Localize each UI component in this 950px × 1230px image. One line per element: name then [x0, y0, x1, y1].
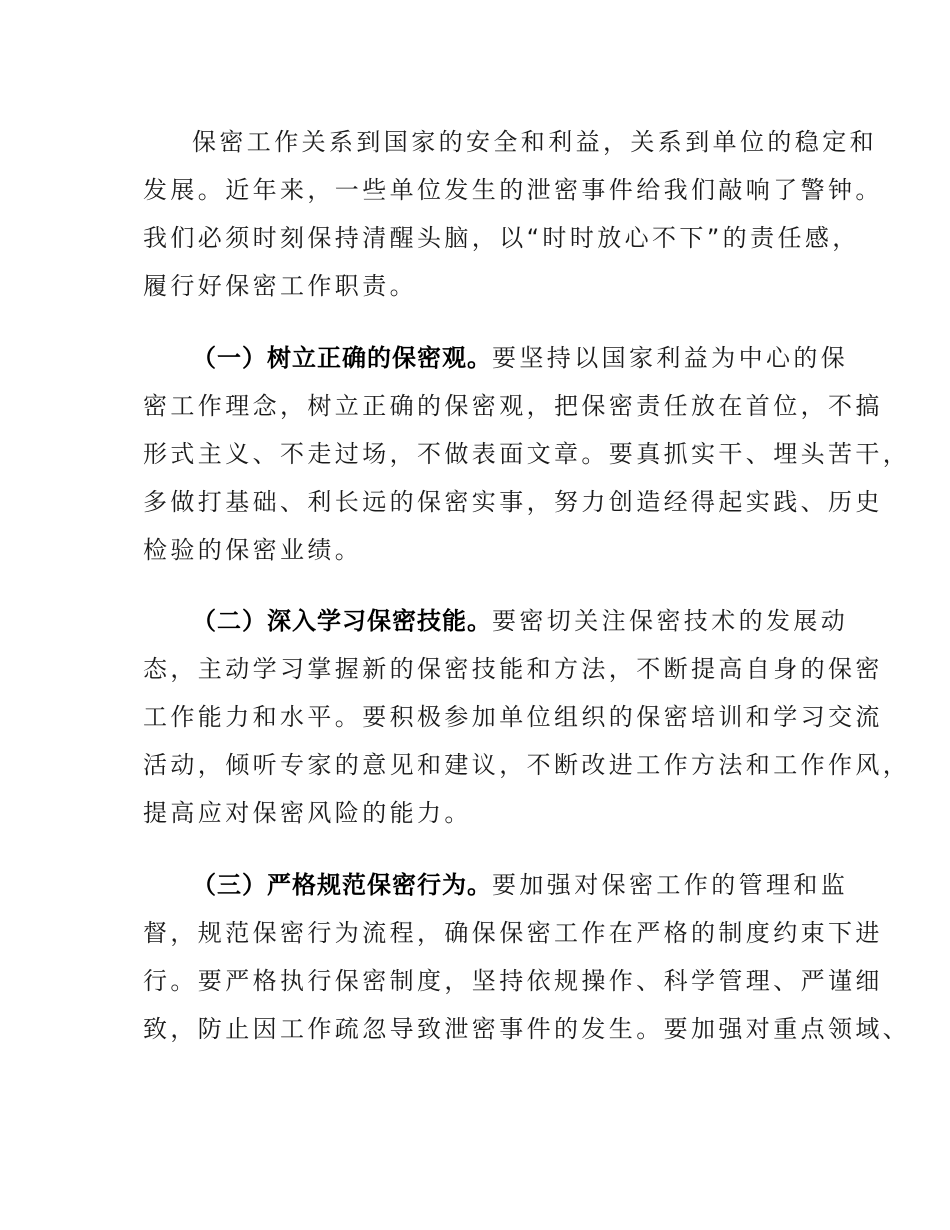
paragraph-2-line-5: 检验的保密业绩。	[143, 536, 363, 564]
paragraph-2-line-3: 形式主义、不走过场，不做表面文章。要真抓实干、埋头苦干，	[143, 440, 911, 468]
paragraph-3-line-5: 提高应对保密风险的能力。	[143, 799, 472, 827]
paragraph-1-line-4: 履行好保密工作职责。	[143, 272, 417, 300]
paragraph-4-line-4: 致，防止因工作疏忽导致泄密事件的发生。要加强对重点领域、	[143, 1015, 911, 1043]
paragraph-3-line-3: 工作能力和水平。要积极参加单位组织的保密培训和学习交流	[143, 703, 883, 731]
paragraph-2-line-1: 要坚持以国家利益为中心的保	[492, 344, 849, 372]
paragraph-2-line-4: 多做打基础、利长远的保密实事，努力创造经得起实践、历史	[143, 488, 883, 516]
paragraph-4-line-1: 要加强对保密工作的管理和监	[492, 871, 849, 899]
section-heading-3: （三）严格规范保密行为。	[192, 871, 492, 899]
paragraph-2-first-line	[192, 342, 848, 374]
paragraph-1-line-2: 发展。近年来，一些单位发生的泄密事件给我们敲响了警钟。	[143, 176, 883, 204]
paragraph-1-line-3: 我们必须时刻保持清醒头脑，以“时时放心不下”的责任感，	[143, 224, 860, 252]
paragraph-1-line-1: 保密工作关系到国家的安全和利益，关系到单位的稳定和	[192, 128, 877, 156]
paragraph-3-first-line	[192, 605, 848, 637]
paragraph-4-first-line	[192, 869, 848, 901]
paragraph-4-line-2: 督，规范保密行为流程，确保保密工作在严格的制度约束下进	[143, 919, 883, 947]
section-heading-2: （二）深入学习保密技能。	[192, 607, 492, 635]
paragraph-3-line-1: 要密切关注保密技术的发展动	[492, 607, 849, 635]
paragraph-3-line-4: 活动，倾听专家的意见和建议，不断改进工作方法和工作作风，	[143, 751, 911, 779]
paragraph-2-line-2: 密工作理念，树立正确的保密观，把保密责任放在首位，不搞	[143, 392, 883, 420]
section-heading-1: （一）树立正确的保密观。	[192, 344, 492, 372]
paragraph-3-line-2: 态，主动学习掌握新的保密技能和方法，不断提高自身的保密	[143, 655, 883, 683]
paragraph-4-line-3: 行。要严格执行保密制度，坚持依规操作、科学管理、严谨细	[143, 967, 883, 995]
